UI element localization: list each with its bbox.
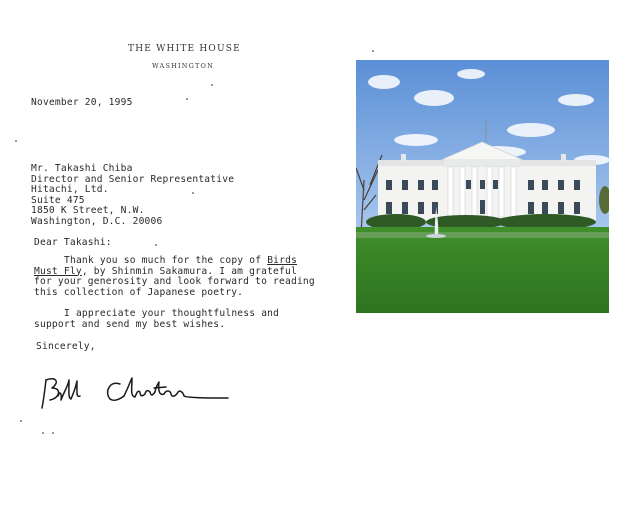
address-line: Hitachi, Ltd. — [31, 184, 109, 196]
scan-speck — [192, 192, 194, 194]
address-line: Director and Senior Representative — [31, 173, 235, 185]
paragraph-1-line-4: this collection of Japanese poetry. — [34, 286, 244, 298]
closing: Sincerely, — [36, 341, 96, 352]
scan-speck — [372, 50, 374, 52]
scan-speck — [186, 98, 188, 100]
book-title: Birds — [267, 255, 298, 266]
address-line: 1850 K Street, N.W. — [31, 205, 145, 217]
line-text: , by Shinmin Sakamura. I am grateful — [81, 265, 297, 277]
salutation: Dear Takashi: — [34, 237, 112, 248]
paragraph-1-line-3: for your generosity and look forward to reading — [34, 276, 315, 288]
letterhead-title: THE WHITE HOUSE — [128, 44, 241, 54]
letter-date: November 20, 1995 — [31, 97, 133, 108]
scan-speck — [42, 432, 44, 434]
white-house-photo — [356, 60, 609, 313]
paragraph-2-line-2: support and send my best wishes. — [34, 318, 226, 330]
address-line: Washington, D.C. 20006 — [31, 215, 163, 227]
address-line: Suite 475 — [31, 194, 85, 206]
book-title: Must Fly — [34, 265, 82, 277]
scan-speck — [155, 244, 157, 246]
white-house-image — [356, 60, 609, 313]
line-text: Thank you so much for the copy of — [64, 255, 268, 266]
letterhead-city: WASHINGTON — [152, 62, 214, 70]
address-line: Mr. Takashi Chiba — [31, 163, 133, 174]
scan-speck — [211, 84, 213, 86]
recipient-address — [31, 164, 234, 228]
scan-speck — [20, 420, 22, 422]
signature — [38, 372, 238, 421]
scan-speck — [15, 140, 17, 142]
signature-image — [38, 372, 238, 417]
paragraph-2 — [34, 309, 279, 330]
paragraph-1 — [34, 256, 315, 298]
scan-speck — [52, 432, 54, 434]
paragraph-2-line-1: I appreciate your thoughtfulness and — [64, 308, 280, 319]
